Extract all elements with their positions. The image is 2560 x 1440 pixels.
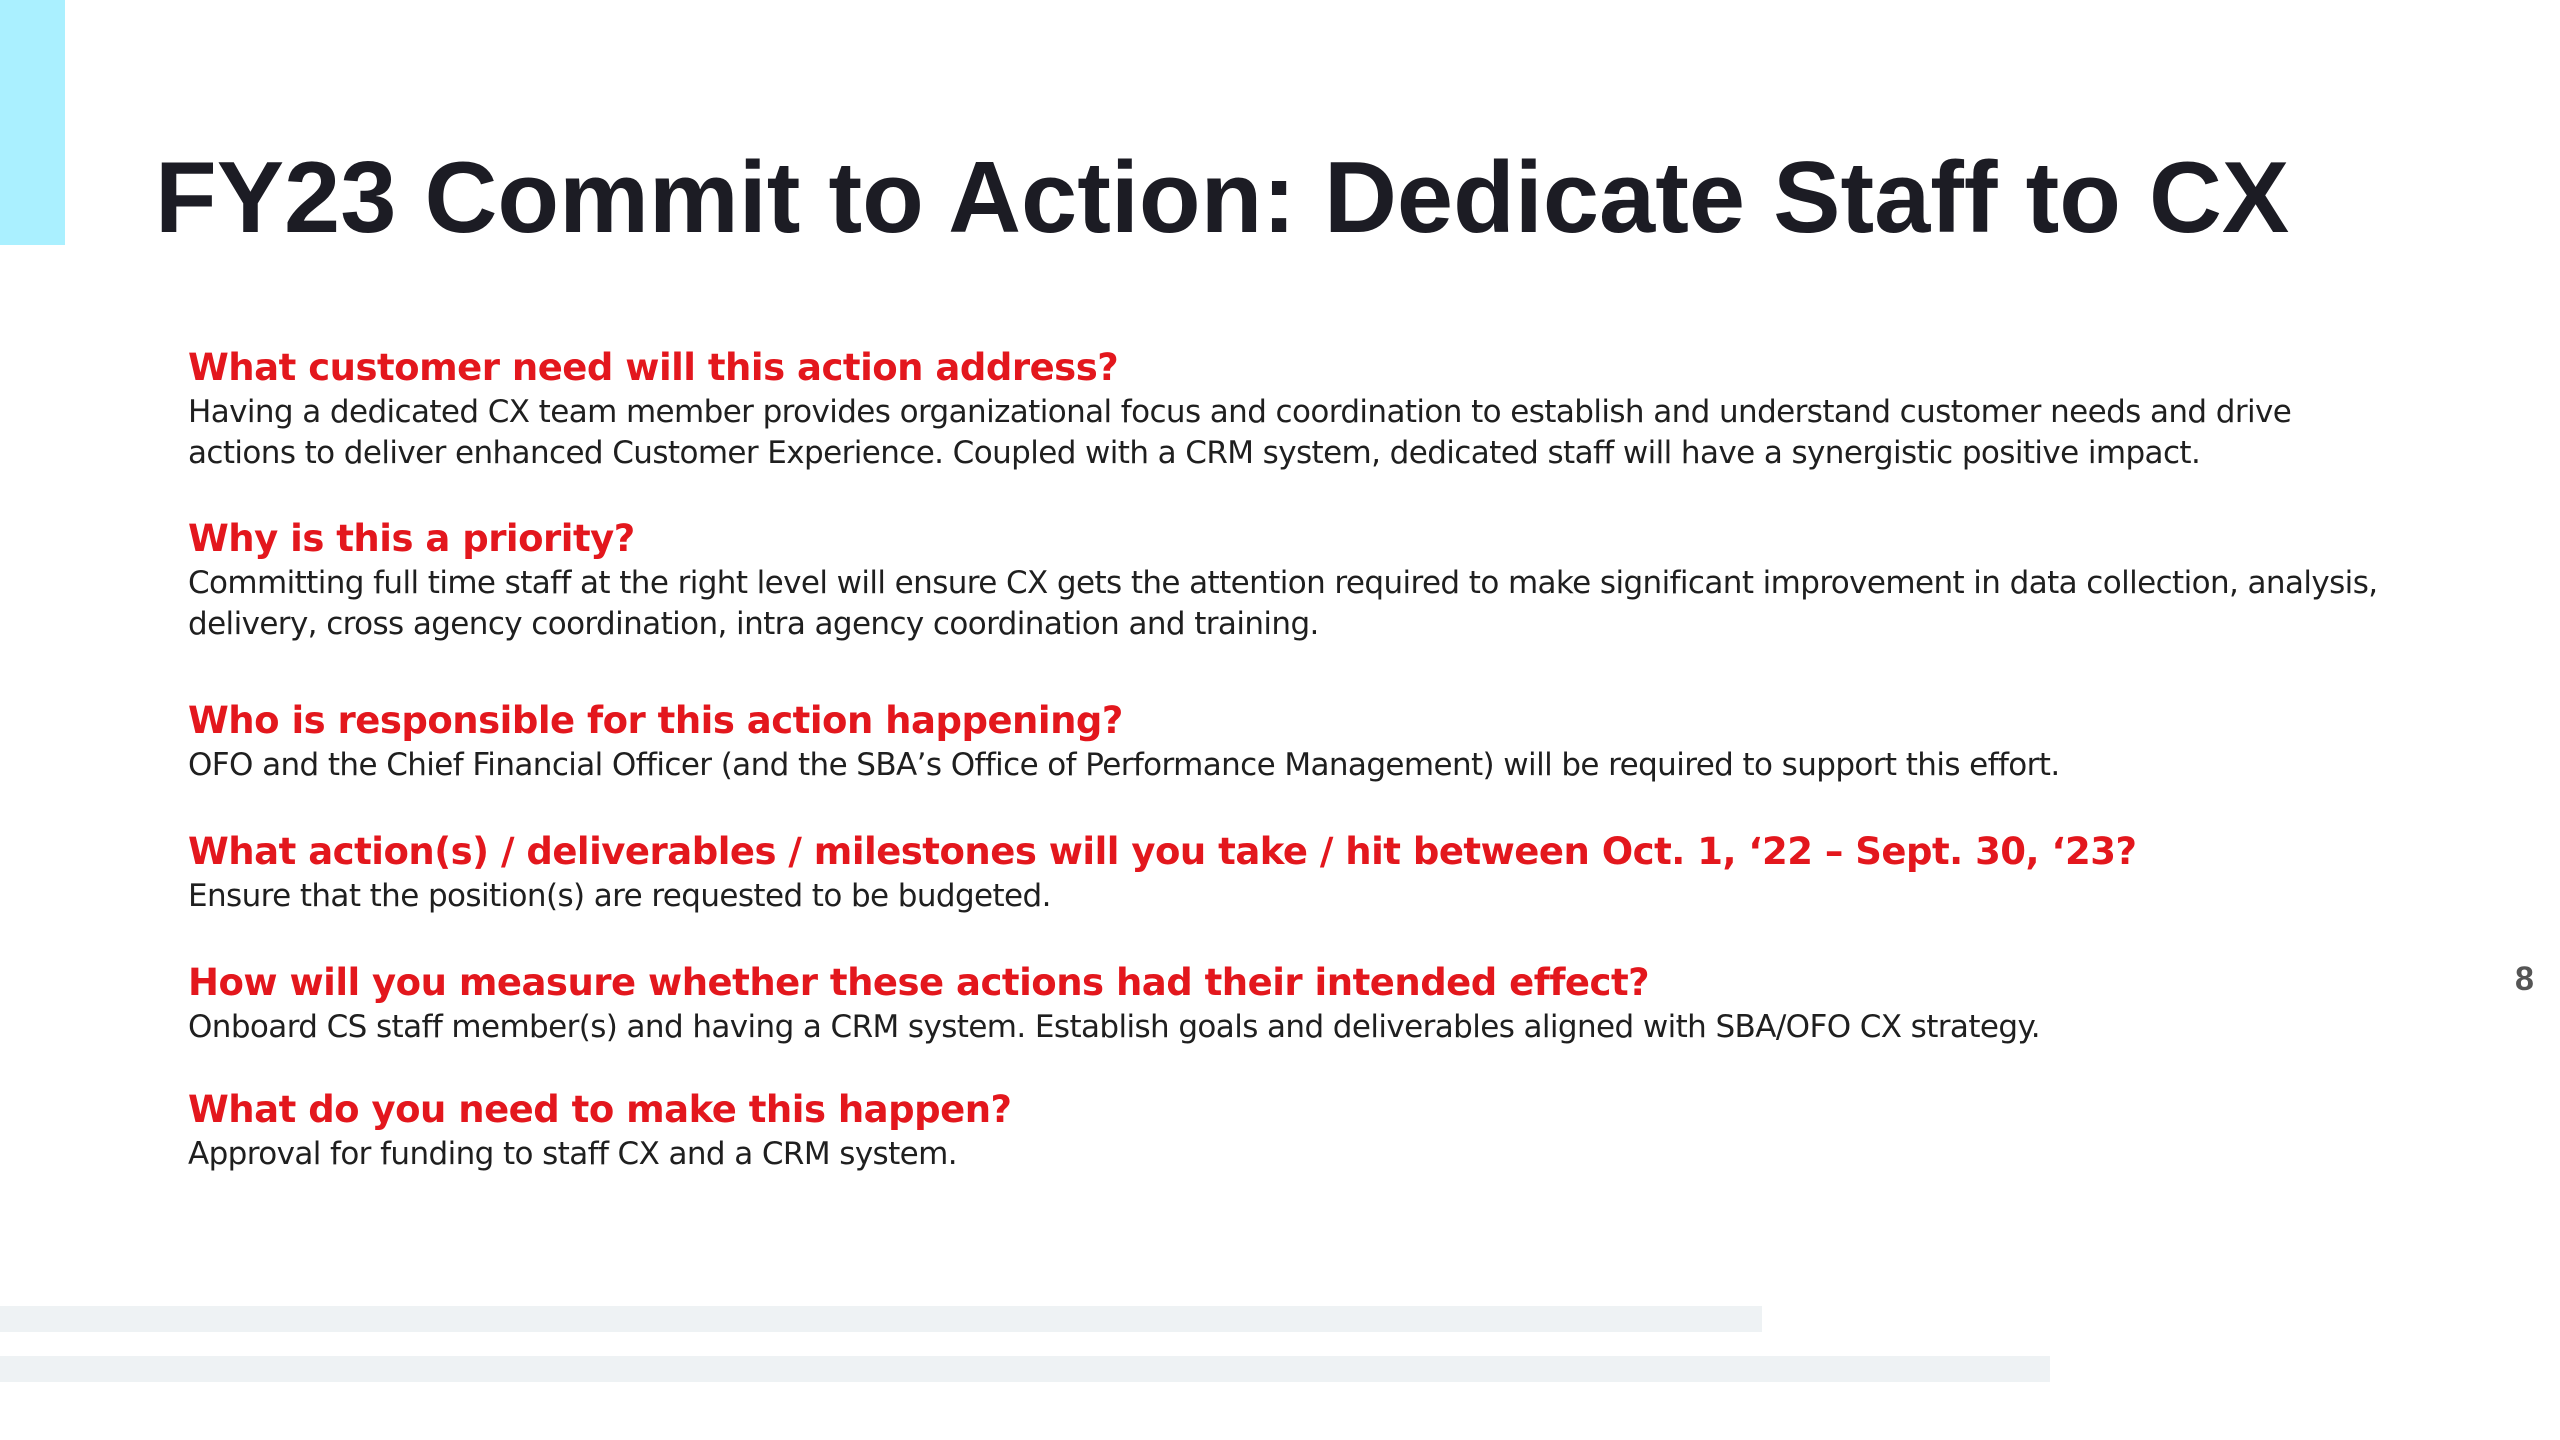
section-needs	[188, 1086, 2398, 1175]
slide-content	[188, 344, 2398, 1175]
section-measurement	[188, 959, 2398, 1048]
question-heading: What do you need to make this happen?	[188, 1088, 1012, 1131]
answer-text: OFO and the Chief Financial Officer (and the SBA’s Office of Performance Management) will be required to support this effort.	[188, 747, 2060, 783]
question-heading: How will you measure whether these actions had their intended effect?	[188, 961, 1650, 1004]
question-heading: Why is this a priority?	[188, 517, 635, 560]
page-number: 8	[2515, 960, 2534, 998]
accent-bar	[0, 0, 65, 245]
question-heading: What customer need will this action address?	[188, 346, 1119, 389]
section-deliverables	[188, 828, 2398, 917]
answer-text: Onboard CS staff member(s) and having a CRM system. Establish goals and deliverables aligned with SBA/OFO CX strategy.	[188, 1009, 2041, 1045]
question-heading: Who is responsible for this action happening?	[188, 699, 1123, 742]
answer-text: Having a dedicated CX team member provides organizational focus and coordination to establish and understand customer needs and drive actions to deliver enhanced Customer Experience. Coupled with a CRM system, dedicated staff will have a synergistic positive impact.	[188, 394, 2292, 471]
section-responsible	[188, 697, 2398, 786]
decorative-line	[0, 1356, 2050, 1382]
section-priority	[188, 515, 2398, 645]
question-heading: What action(s) / deliverables / milestones will you take / hit between Oct. 1, ‘22 – Sept. 30, ‘23?	[188, 830, 2137, 873]
decorative-line	[0, 1306, 1762, 1332]
answer-text: Committing full time staff at the right level will ensure CX gets the attention required to make significant improvement in data collection, analysis, delivery, cross agency coordination, intra agency coordination and training.	[188, 565, 2378, 642]
section-customer-need	[188, 344, 2398, 474]
answer-text: Ensure that the position(s) are requested to be budgeted.	[188, 878, 1051, 914]
answer-text: Approval for funding to staff CX and a CRM system.	[188, 1136, 957, 1172]
slide-title: FY23 Commit to Action: Dedicate Staff to CX	[155, 142, 2290, 254]
